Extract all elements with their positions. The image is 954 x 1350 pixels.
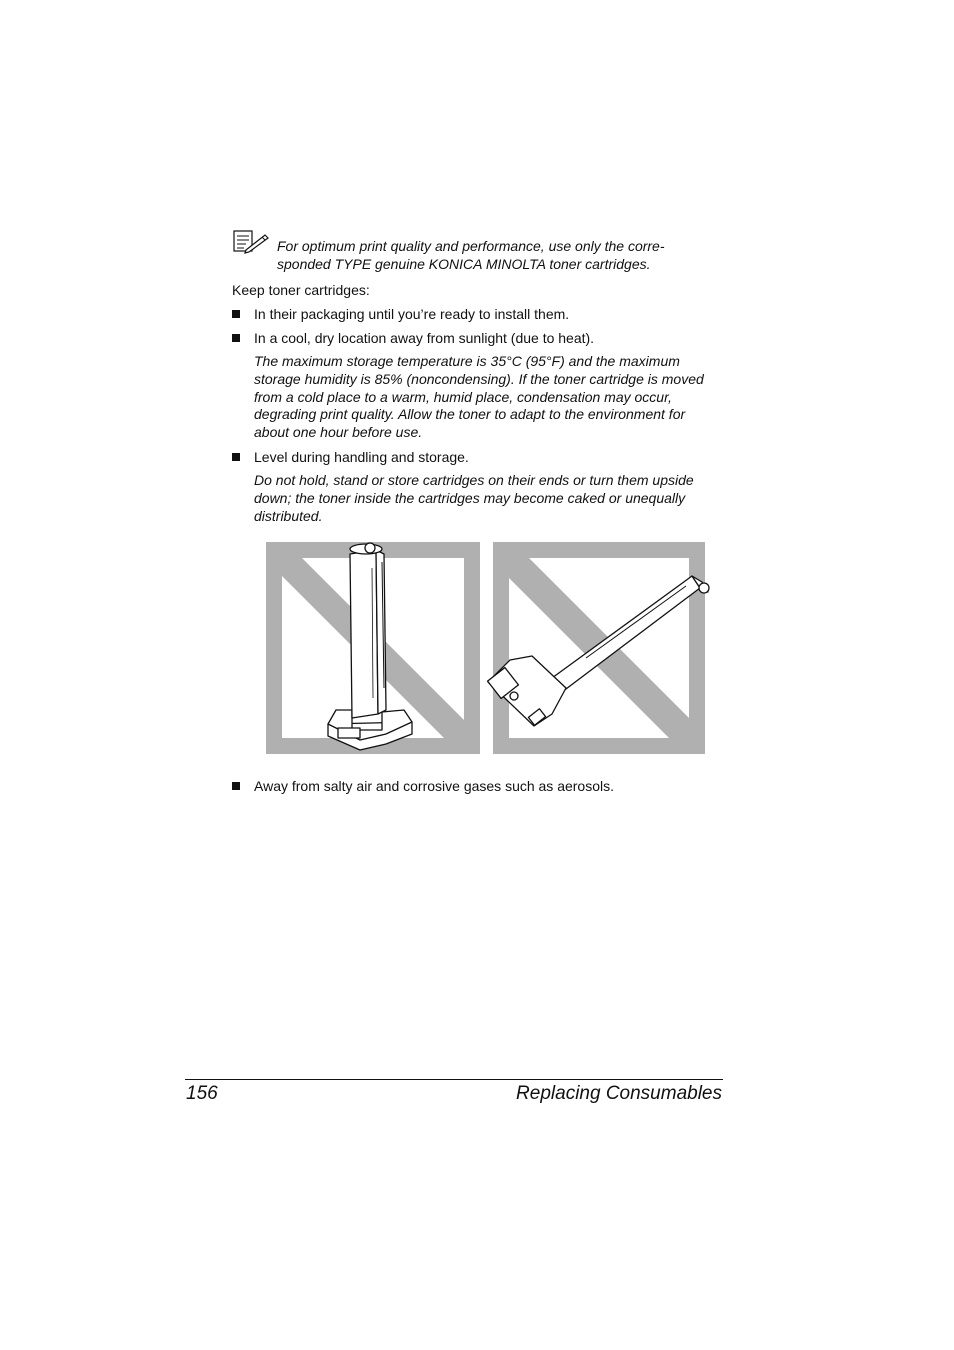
- detail-line: down; the toner inside the cartridges may become caked or unequally: [254, 489, 686, 506]
- bullet-square-icon: [232, 453, 240, 461]
- bullet-square-icon: [232, 782, 240, 790]
- list-item: [232, 777, 614, 795]
- detail-line: distributed.: [254, 507, 323, 524]
- detail-line: Do not hold, stand or store cartridges on their ends or turn them upside: [254, 472, 694, 488]
- detail-line: storage humidity is 85% (noncondensing). If the toner cartridge is moved: [254, 370, 704, 387]
- list-item: [232, 305, 569, 323]
- detail-line: degrading print quality. Allow the toner to adapt to the environment for: [254, 406, 686, 423]
- section-title: Replacing Consumables: [516, 1083, 722, 1104]
- list-item: [232, 329, 594, 347]
- detail-line: from a cold place to a warm, humid place, condensation may occur,: [254, 388, 672, 405]
- cartridge-prohibited-illustration: [266, 538, 710, 758]
- note-text: [277, 237, 697, 273]
- note-line: sponded TYPE genuine KONICA MINOLTA toner cartridges.: [277, 256, 651, 272]
- bullet-square-icon: [232, 310, 240, 318]
- tilted-cartridge-icon: [488, 576, 709, 726]
- upright-cartridge-icon: [328, 543, 412, 750]
- intro-text: Keep toner cartridges:: [232, 282, 370, 298]
- handling-detail: [254, 472, 724, 525]
- footer-divider: [185, 1079, 723, 1080]
- note-line: For optimum print quality and performance, use only the corre-: [277, 238, 665, 254]
- detail-line: about one hour before use.: [254, 424, 423, 441]
- list-item-label: Away from salty air and corrosive gases such as aerosols.: [254, 778, 615, 794]
- bullet-square-icon: [232, 334, 240, 342]
- storage-detail: [254, 353, 724, 442]
- list-item: [232, 448, 469, 466]
- list-item-label: In their packaging until you’re ready to install them.: [254, 306, 570, 322]
- list-item-label: Level during handling and storage.: [254, 449, 469, 465]
- list-item-label: In a cool, dry location away from sunlight (due to heat).: [254, 330, 595, 346]
- note-pencil-icon: [232, 230, 270, 254]
- page-number: 156: [186, 1083, 218, 1104]
- detail-line: The maximum storage temperature is 35°C (95°F) and the maximum: [254, 353, 680, 369]
